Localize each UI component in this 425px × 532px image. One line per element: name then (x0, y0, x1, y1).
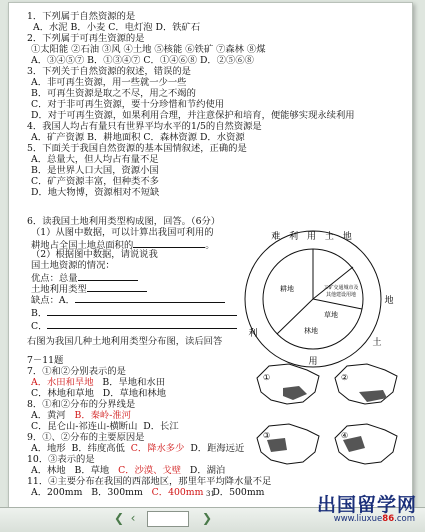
q3-option-b: B．可再生资源是取之不尽，用之不竭的 (31, 88, 196, 99)
q11-option-a: A．200mm (31, 487, 83, 498)
ring-label-right: 地 (384, 296, 394, 306)
q5-option-a: A．总量大，但人均占有量不足 (31, 154, 159, 165)
document-page (8, 2, 413, 509)
ring-label-left: 利 (248, 329, 258, 339)
q2-choices: A．③④⑤⑦ B．①③④⑦ C．①④⑥⑧ D．②⑤⑥⑧ (31, 55, 254, 66)
q8-option-b: B．秦岭-淮河 (74, 410, 131, 421)
q7-option-d: D．草地和林地 (102, 388, 167, 399)
logo-title: 出国留学网 (316, 494, 417, 516)
q10-stem: 10．③表示的是 (27, 454, 95, 465)
q5-option-b: B．是世界人口大国，资源小国 (31, 165, 159, 176)
ring-label-right-bottom: 土 (372, 338, 382, 348)
q6-line2: 耕地占全国土地总面积的 。 (31, 240, 215, 251)
q6-line5: 国土地资源的情况： (31, 260, 115, 271)
q11-stem: 11．④主要分布在我国的西部地区，那里年平均降水量不足 (27, 476, 272, 487)
site-logo (296, 490, 421, 528)
q7-option-a: A．水田和旱地 (31, 377, 94, 388)
q5-option-c: C．矿产资源丰富，但种类不多 (31, 176, 159, 187)
q6-blank-5 (47, 306, 237, 316)
q6-line10: C． (31, 319, 237, 332)
ring-label-bottom: 用 (308, 357, 318, 367)
q2-stem: 2．下列属于可再生资源的是 (27, 33, 145, 44)
next-page-icon[interactable]: ❯ (201, 511, 213, 525)
q7-options (31, 377, 165, 388)
q5-stem: 5．下面关于我国自然资源的基本国情叙述，正确的是 (27, 143, 247, 154)
q1-stem: 1．下列属于自然资源的是 (27, 11, 136, 22)
figure-caption: 右图为我国几种土地利用类型分布图，读后回答 (27, 336, 223, 347)
q11-option-c: C．400mm (151, 487, 204, 498)
q4-options: A．矿产资源 B．耕地面积 C．森林资源 D．水资源 (31, 132, 245, 143)
page-number: 31 (206, 490, 215, 498)
q7-stem: 7．①和②分别表示的是 (27, 366, 126, 377)
q7-option-b: B．旱地和水田 (102, 377, 165, 388)
q3-option-d: D．对于可再生资源，如果利用合理，并注意保护和培育，便能够实现永续利用 (31, 110, 355, 121)
q6-line8: 缺点：A． (31, 293, 225, 306)
q8-option-d: D．长江 (143, 421, 179, 432)
q10-options (31, 465, 225, 476)
q9-options (31, 443, 244, 454)
q9-option-d: D．距海远近 (190, 443, 245, 454)
q10-option-d: D．湖泊 (189, 465, 226, 476)
pie-seg-construction-1: 工矿交通城市及 (323, 285, 359, 291)
ring-label-top: 难 利 用 土 地 (271, 232, 355, 242)
q11-option-d: D．500mm (212, 487, 265, 498)
q10-option-c: C．沙漠、戈壁 (118, 465, 181, 476)
q6-line4: （2）根据图中数据，请说说我 (31, 249, 158, 260)
logo-url: www.liuxue86.com (333, 514, 415, 524)
q8-options (31, 410, 131, 421)
map-3 (257, 424, 319, 464)
q3-stem: 3．下列关于自然资源的叙述，错误的是 (27, 66, 191, 77)
pie-seg-cropland: 耕地 (280, 285, 294, 293)
q2-items: ①太阳能 ②石油 ③风 ④土地 ⑤核能 ⑥铁矿 ⑦森林 ⑧煤 (31, 44, 266, 55)
q5-option-d: D．地大物博，资源相对不短缺 (31, 187, 160, 198)
q11-option-b: B．300mm (91, 487, 143, 498)
land-use-pie-figure (231, 221, 406, 371)
q6-line6: 优点：总量 (31, 271, 138, 284)
q6-blank-2 (78, 271, 138, 281)
map-3-label: ③ (263, 431, 271, 440)
q4-stem: 4．我国人均占有量只有世界平均水平的1/5的自然资源是 (27, 121, 262, 132)
land-type-maps (249, 358, 409, 488)
q6-line9: B． (31, 306, 237, 319)
map-4-label: ④ (341, 431, 349, 440)
map-2 (335, 364, 397, 404)
q8-option-a: A．黄河 (31, 410, 66, 421)
map-1 (257, 364, 319, 404)
question-range: 7－11题 (27, 355, 64, 366)
q9-option-a: A．地形 (31, 443, 66, 454)
q6-blank-4 (75, 293, 225, 303)
q8-stem: 8．①和②分布的分界线是 (27, 399, 136, 410)
q8-options-2 (31, 421, 179, 432)
q10-option-a: A．林地 (31, 465, 66, 476)
map-4 (335, 424, 397, 464)
q8-option-c: C．昆仑山-祁连山-横断山 (31, 421, 138, 432)
q6-line7: 土地利用类型 (31, 282, 147, 295)
pie-seg-forest: 林地 (304, 327, 318, 335)
q10-option-b: B．草地 (74, 465, 110, 476)
q6-blank-1 (133, 238, 205, 248)
pie-seg-construction-2: 其他建设用地 (325, 292, 357, 298)
q7-options-2 (31, 388, 166, 399)
q9-option-c: C．降水多少 (130, 443, 185, 454)
q6-blank-3 (87, 282, 147, 292)
q9-option-b: B．纬度高低 (71, 443, 125, 454)
map-2-label: ② (341, 373, 349, 382)
q3-option-c: C．对于非可再生资源，要十分珍惜和节约使用 (31, 99, 225, 110)
land-use-pie-svg (231, 221, 406, 371)
maps-svg (249, 358, 409, 488)
prev-page-icon[interactable]: ❮ (113, 511, 125, 525)
pie-seg-grassland: 草地 (324, 311, 338, 319)
q3-option-a: A．非可再生资源，用一些就一少一些 (31, 77, 187, 88)
page-number-input[interactable] (147, 511, 189, 527)
q6-stem: 6．读我国土地利用类型构成图，回答。（6分） (27, 216, 221, 227)
map-1-label: ① (263, 373, 271, 382)
q1-options: A．水泥 B．小麦 C．电灯泡 D．铁矿石 (33, 22, 201, 33)
first-page-icon[interactable]: ‹ (130, 511, 136, 525)
q6-blank-6 (47, 319, 237, 329)
q6-line1: （1）从图中数据，可以计算出我国可利用的 (31, 227, 214, 238)
q7-option-c: C．林地和草地 (31, 388, 94, 399)
q9-stem: 9．①、②分布的主要原因是 (27, 432, 145, 443)
